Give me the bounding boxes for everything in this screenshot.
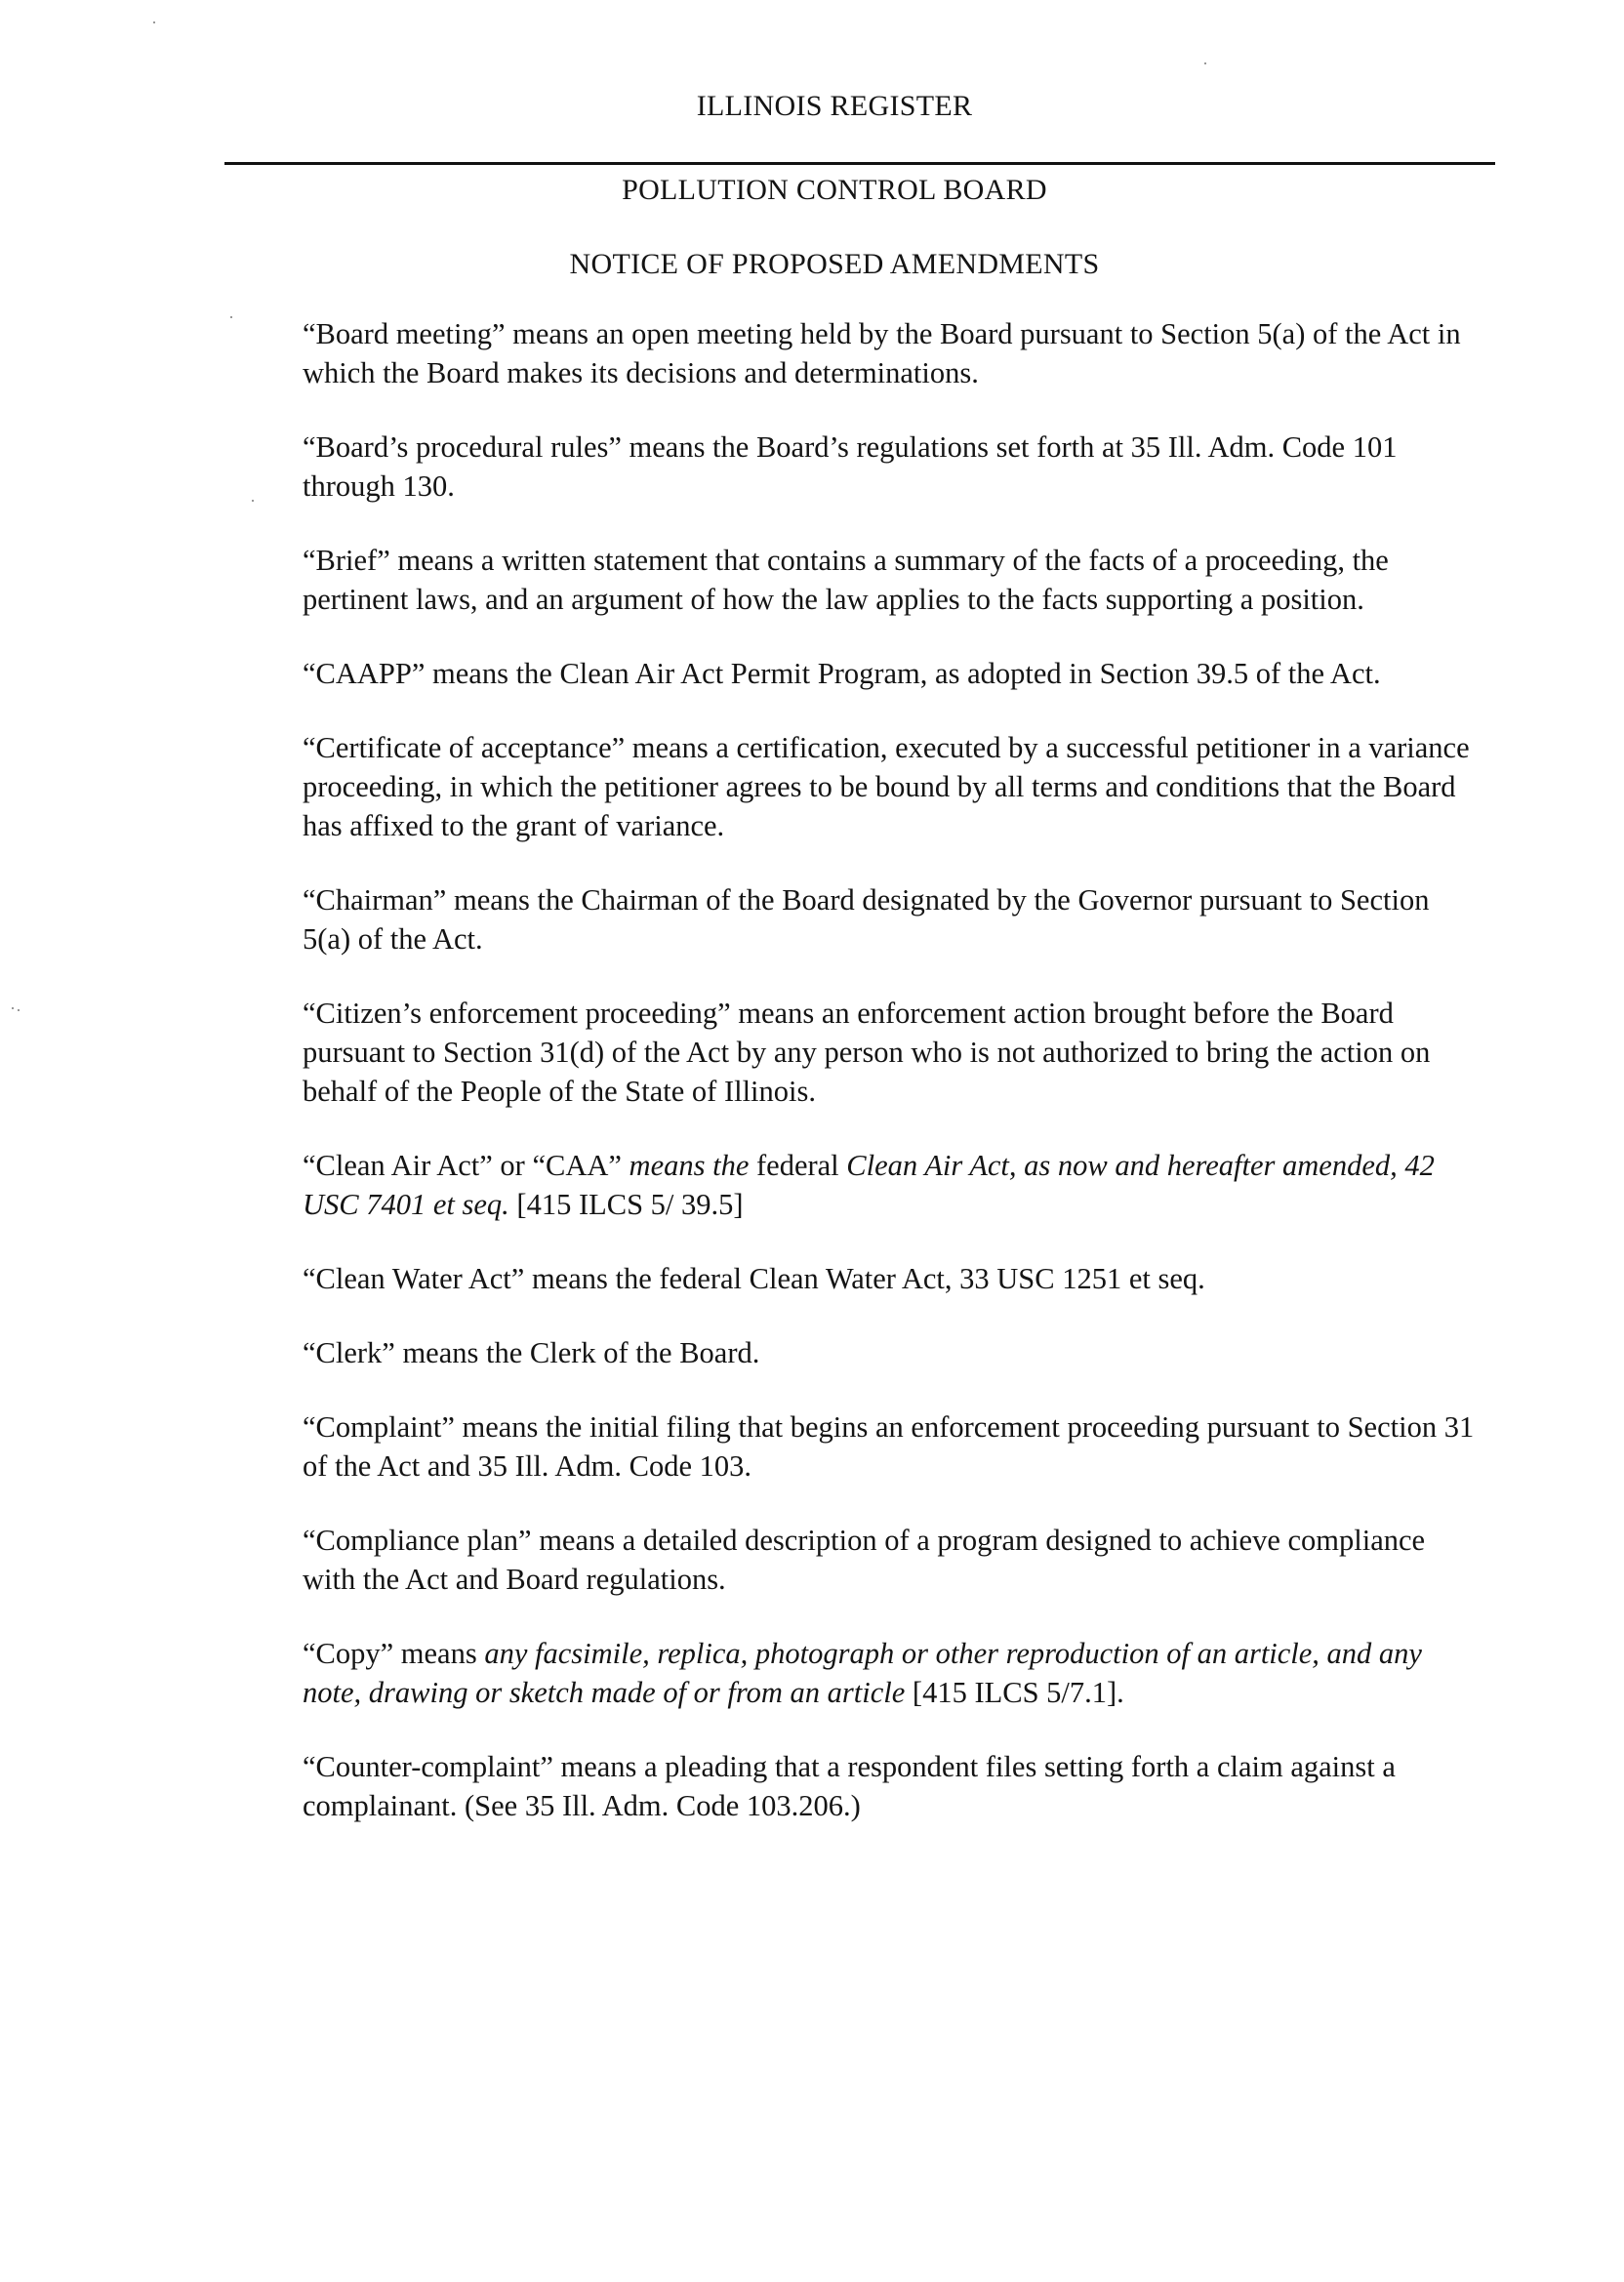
- definition-paragraph: [303, 994, 1483, 1111]
- notice-type: NOTICE OF PROPOSED AMENDMENTS: [569, 248, 1100, 280]
- definition-paragraph: [303, 541, 1483, 619]
- definition-paragraph: [303, 1146, 1483, 1224]
- scan-speck: [153, 21, 155, 23]
- definition-text: “Compliance plan” means a detailed description of a program designed to achieve compliance with the Act and Board regulations.: [303, 1524, 1426, 1596]
- header-rule: [224, 162, 1495, 165]
- definition-text: “Counter-complaint” means a pleading that a respondent files setting forth a claim against a complainant. (See 35 Ill. Adm. Code 103.206.): [303, 1750, 1396, 1822]
- definition-paragraph: [303, 1259, 1483, 1298]
- definition-text: “CAAPP” means the Clean Air Act Permit Program, as adopted in Section 39.5 of the Act.: [303, 657, 1381, 690]
- definition-text: [415 ILCS 5/7.1].: [905, 1676, 1124, 1709]
- definition-paragraph: [303, 428, 1483, 506]
- definition-paragraph: [303, 1747, 1483, 1825]
- definition-text: “Citizen’s enforcement proceeding” means an enforcement action brought before the Board pursuant to Section 31(d) of the Act by any person who is not authorized to bring the action on behalf of the People of the State of Illinois.: [303, 997, 1431, 1108]
- definition-text: “Clean Air Act” or “CAA”: [303, 1149, 629, 1182]
- definition-text: “Certificate of acceptance” means a certification, executed by a successful petitioner in a variance proceeding, in which the petitioner agrees to be bound by all terms and conditions that the Board has affixed to the grant of variance.: [303, 731, 1470, 842]
- definition-paragraph: [303, 1521, 1483, 1599]
- statutory-quote-text: means the: [629, 1149, 750, 1182]
- agency-name: POLLUTION CONTROL BOARD: [622, 174, 1047, 206]
- definition-text: [415 ILCS 5/ 39.5]: [508, 1188, 744, 1221]
- definition-text: “Board’s procedural rules” means the Board’s regulations set forth at 35 Ill. Adm. Code 101 through 130.: [303, 430, 1398, 503]
- register-title: ILLINOIS REGISTER: [696, 90, 973, 122]
- definition-paragraph: [303, 728, 1483, 845]
- definition-text: “Complaint” means the initial filing that begins an enforcement proceeding pursuant to Section 31 of the Act and 35 Ill. Adm. Code 103.: [303, 1410, 1475, 1483]
- statutory-quote-text: Clean Air Act, as now and hereafter amended, 42 USC 7401 et seq.: [303, 1149, 1435, 1221]
- definition-paragraph: [303, 1333, 1483, 1372]
- statutory-quote-text: any facsimile, replica, photograph or other reproduction of an article, and any note, drawing or sketch made of or from an article: [303, 1637, 1422, 1709]
- scan-speck: [12, 1007, 14, 1009]
- definition-paragraph: [303, 1634, 1483, 1712]
- definition-text: “Chairman” means the Chairman of the Board designated by the Governor pursuant to Section 5(a) of the Act.: [303, 883, 1430, 956]
- scan-speck: [252, 500, 254, 502]
- scan-speck: [18, 1009, 20, 1011]
- scan-speck: [230, 316, 232, 318]
- definition-text: “Clean Water Act” means the federal Clean Water Act, 33 USC 1251 et seq.: [303, 1262, 1205, 1295]
- definition-text: “Copy” means: [303, 1637, 485, 1670]
- definition-text: “Brief” means a written statement that contains a summary of the facts of a proceeding, the pertinent laws, and an argument of how the law applies to the facts supporting a position.: [303, 544, 1389, 616]
- definition-text: federal: [749, 1149, 847, 1182]
- definition-paragraph: [303, 880, 1483, 958]
- definition-paragraph: [303, 654, 1483, 693]
- definition-text: “Clerk” means the Clerk of the Board.: [303, 1336, 760, 1369]
- definition-text: “Board meeting” means an open meeting held by the Board pursuant to Section 5(a) of the Act in which the Board makes its decisions and determinations.: [303, 317, 1461, 389]
- definitions-list: [303, 314, 1483, 1860]
- scan-speck: [1204, 62, 1206, 64]
- definition-paragraph: [303, 1407, 1483, 1486]
- definition-paragraph: [303, 314, 1483, 392]
